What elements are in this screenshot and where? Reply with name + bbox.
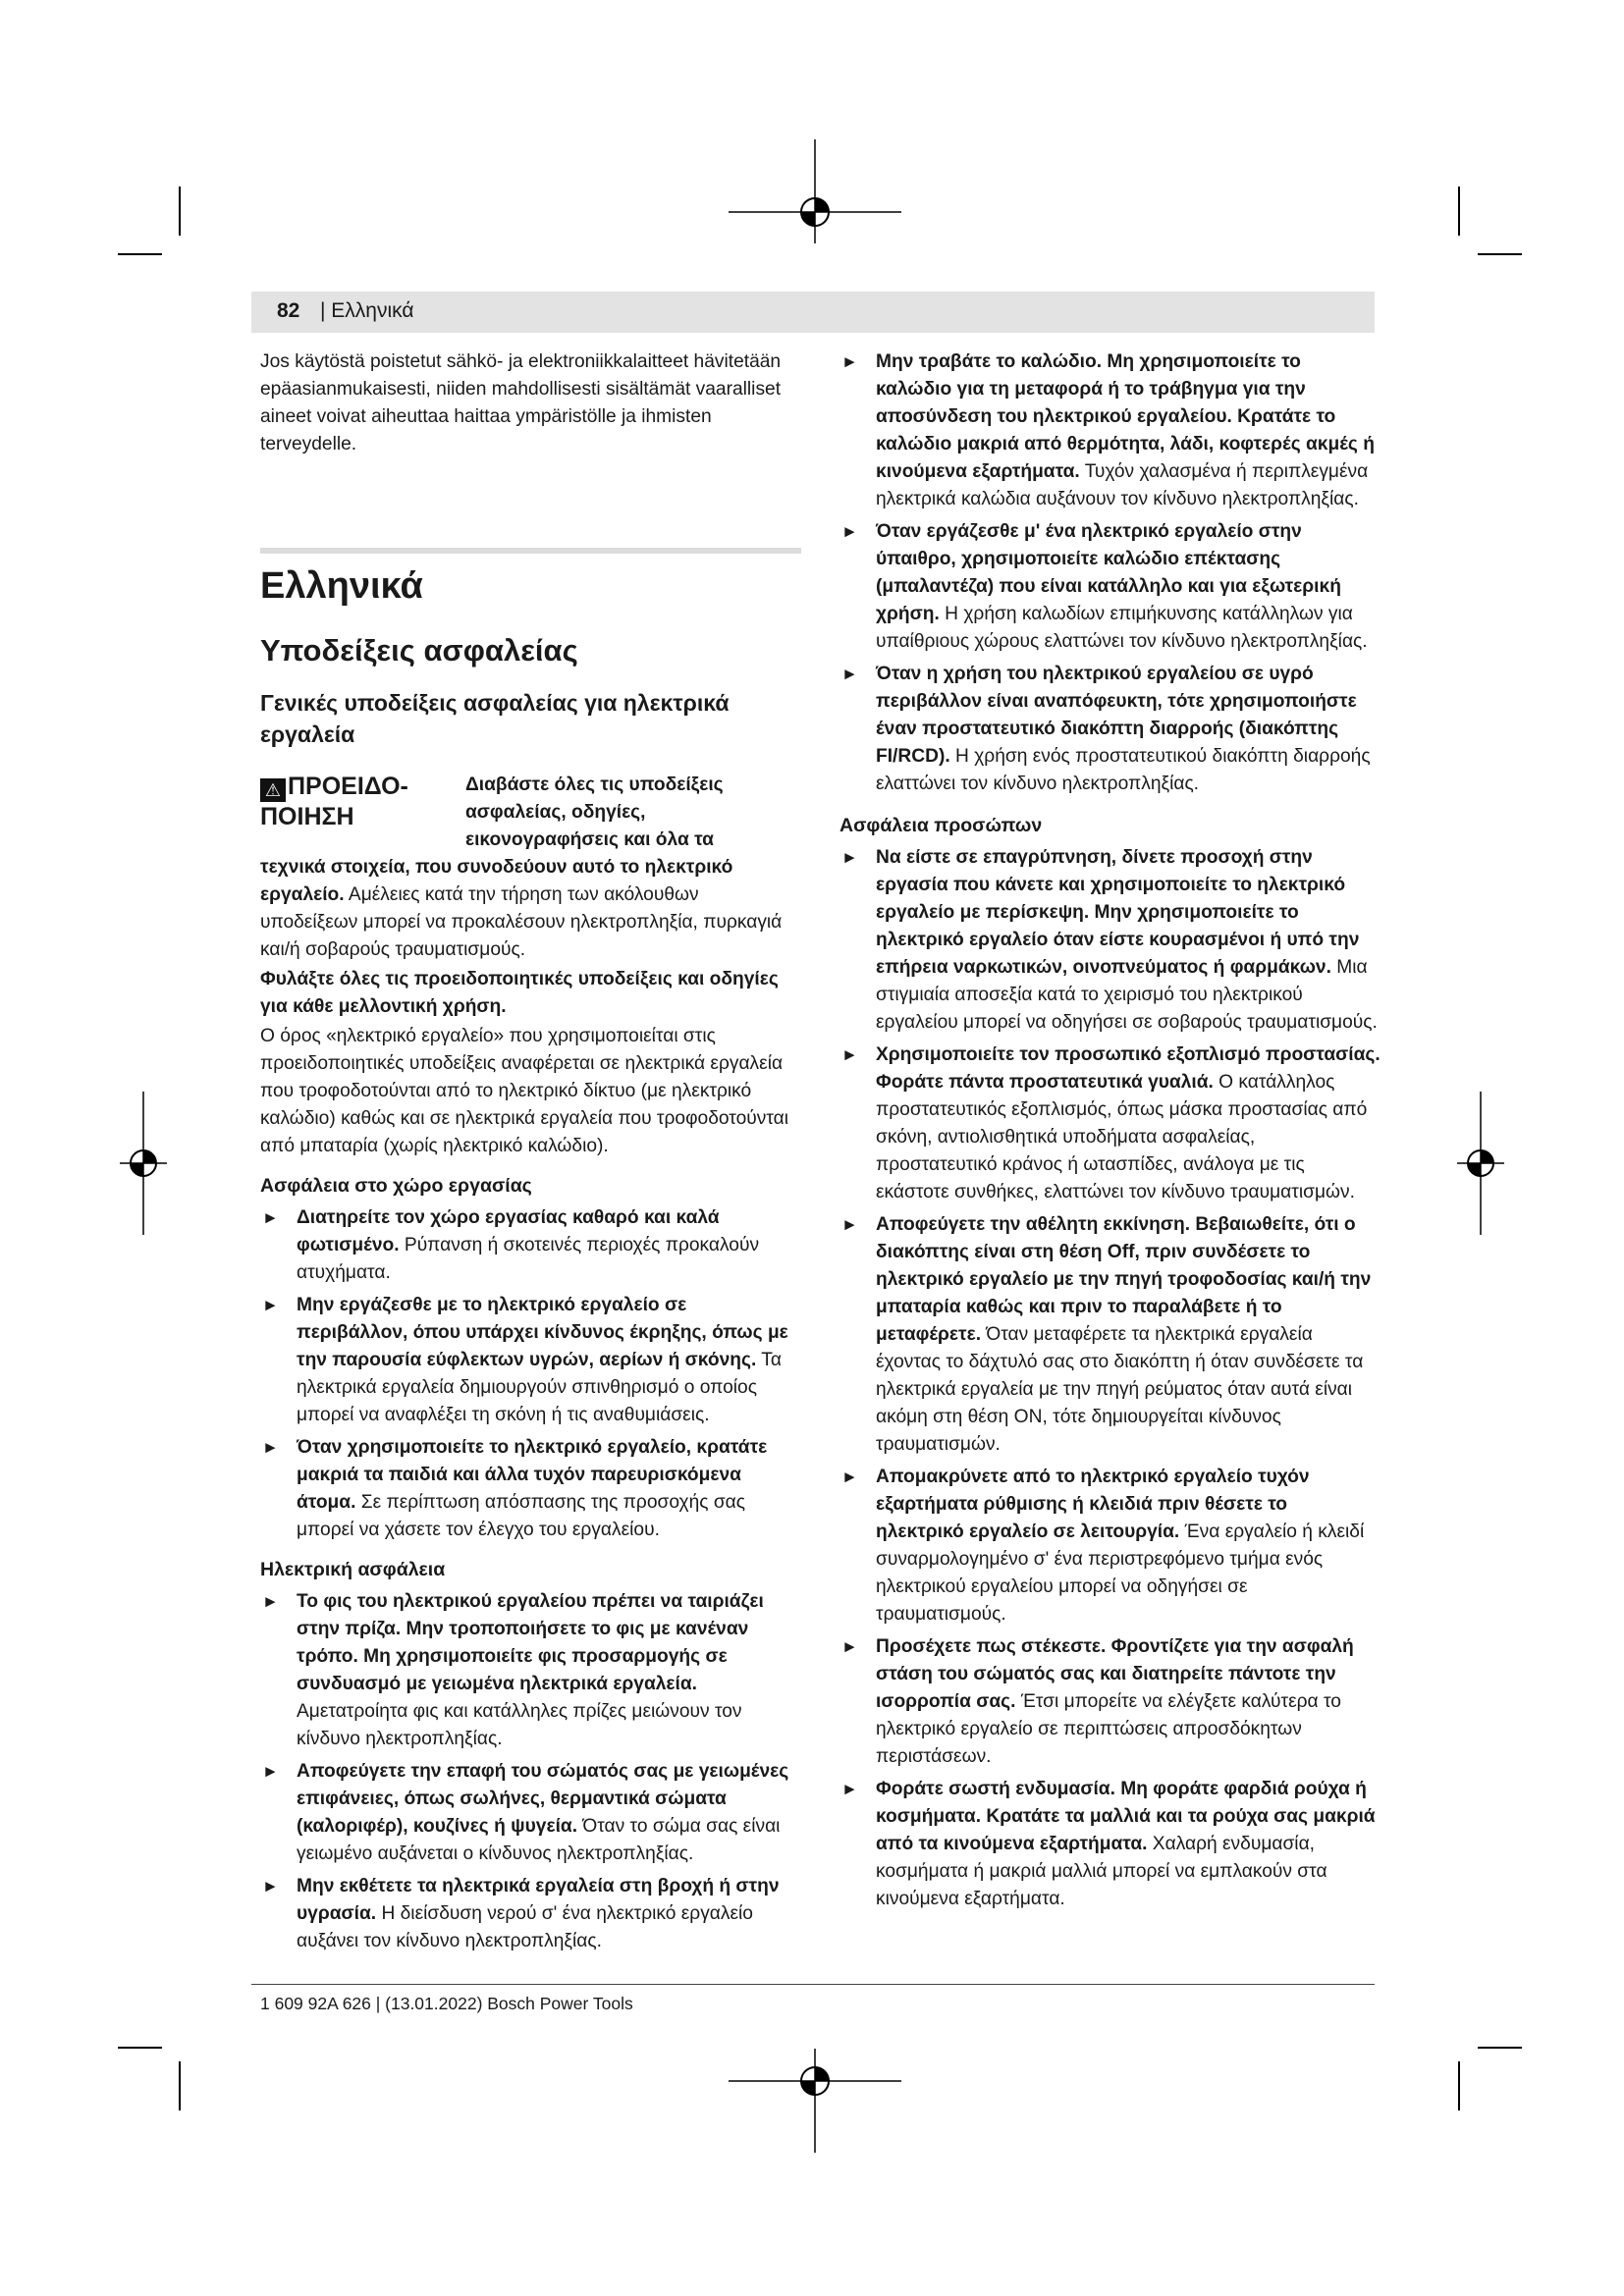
arrow-right-icon: ► [841,1468,858,1486]
left-column [260,348,801,1955]
electrical-heading: Ηλεκτρική ασφάλεια [260,1559,446,1580]
page-header [251,292,1375,333]
list-item: ► Το φις του ηλεκτρικού εργαλείου πρέπει να ταιριάζει στην πρίζα. Μην τροποποιήσετε το φις με κανέναν τρόπο. Μη χρησιμοποιείτε φις προσαρμογής σε συνδυασμό με γειωμένα ηλεκτρικά εργαλεία. Αμετατροίητα φις και κατάλληλες πρίζες μειώνουν τον κίνδυνο ηλεκτροπληξίας. [260,1588,801,1753]
registration-mark-icon [118,1090,169,1237]
registration-mark-icon [727,2047,903,2155]
arrow-right-icon: ► [841,1780,858,1798]
arrow-right-icon: ► [841,352,858,371]
crop-mark [118,253,162,255]
list-item: ► Αποφεύγετε την αθέλητη εκκίνηση. Βεβαιωθείτε, ότι ο διακόπτης είναι στη θέση Off, πριν συνδέσετε το ηλεκτρικό εργαλείο με την πηγή τροφοδοσίας και/ή την μπαταρία καθώς και πριν το παραλάβετε ή το μεταφέρετε. Όταν μεταφέρετε τα ηλεκτρικά εργαλεία έχοντας το δάχτυλό σας στο διακόπτη ή όταν συνδέσετε τα ηλεκτρικά εργαλεία με την πηγή ρεύματος όταν αυτά είναι ακόμη στη θέση ON, τότε δημιουργείται κίνδυνος τραυματισμών. [839,1211,1380,1459]
list-item: ► Όταν η χρήση του ηλεκτρικού εργαλείου σε υγρό περιβάλλον είναι αναπόφευκτη, τότε χρησιμοποιήστε έναν προστατευτικό διακόπτη διαρροής (διακόπτης FI/RCD). Η χρήση ενός προστατευτικού διακόπτη διαρροής ελαττώνει τον κίνδυνο ηλεκτροπληξίας. [839,661,1380,798]
arrow-right-icon: ► [262,1877,279,1896]
arrow-right-icon: ► [262,1208,279,1227]
page-footer: 1 609 92A 626 | (13.01.2022) Bosch Power Tools [260,1994,633,2013]
term-paragraph: Ο όρος «ηλεκτρικό εργαλείο» που χρησιμοποιείται στις προειδοποιητικές υποδείξεις αναφέρεται σε ηλεκτρικά εργαλεία που τροφοδοτούνται από το ηλεκτρικό δίκτυο (με ηλεκτρικό καλώδιο) καθώς και σε ηλεκτρικά εργαλεία που τροφοδοτούνται από μπαταρία (χωρίς ηλεκτρικό καλώδιο). [260,1026,789,1156]
registration-mark-icon [1455,1090,1506,1237]
arrow-right-icon: ► [841,1215,858,1234]
safety-heading: Υποδείξεις ασφαλείας [260,633,578,667]
finnish-paragraph: Jos käytöstä poistetut sähkö- ja elektroniikkalaitteet hävitetään epäasianmukaisesti, niiden mahdollisesti sisältämät vaaralliset aineet voivat aiheuttaa haittaa ympäristölle ja ihmisten terveydelle. [260,351,782,454]
electrical-list [260,1588,801,1955]
arrow-right-icon: ► [262,1438,279,1457]
crop-mark [179,2061,181,2110]
warning-label-line2: ΠΟΙΗΣΗ [260,803,354,830]
list-item: ► Να είστε σε επαγρύπνηση, δίνετε προσοχή στην εργασία που κάνετε και χρησιμοποιείτε το ηλεκτρικό εργαλείο με περίσκεψη. Μην χρησιμοποιείτε το ηλεκτρικό εργαλείο όταν είστε κουρασμένοι ή υπό την επήρεια ναρκωτικών, οινοπνεύματος ή φαρμάκων. Μια στιγμιαία αποσεξία κατά το χειρισμό του ηλεκτρικού εργαλείου μπορεί να οδηγήσει σε σοβαρούς τραυματισμούς. [839,844,1380,1037]
arrow-right-icon: ► [841,1045,858,1064]
page-number: 82 [277,299,300,322]
warning-block [260,772,801,854]
list-item: ► Προσέχετε πως στέκεστε. Φροντίζετε για την ασφαλή στάση του σώματός σας και διατηρείτε πάντοτε την ισορροπία σας. Έτσι μπορείτε να ελέγξετε καλύτερα το ηλεκτρικό εργαλείο σε περιπτώσεις απροσδόκητων περιστάσεων. [839,1633,1380,1771]
list-item: ► Απομακρύνετε από το ηλεκτρικό εργαλείο τυχόν εξαρτήματα ρύθμισης ή κλειδιά πριν θέσετε το ηλεκτρικό εργαλείο σε λειτουργία. Ένα εργαλείο ή κλειδί συναρμολογημένο σ' ένα περιστρεφόμενο τμήμα ενός ηλεκτρικού εργαλείου μπορεί να οδηγήσει σε τραυματισμούς. [839,1464,1380,1629]
section-divider [260,548,801,554]
warning-label [260,772,408,831]
arrow-right-icon: ► [841,665,858,683]
list-item: ► Όταν εργάζεσθε μ' ένα ηλεκτρικό εργαλείο στην ύπαιθρο, χρησιμοποιείτε καλώδιο επέκτασης (μπαλαντέζα) που είναι κατάλληλο και για εξωτερική χρήση. Η χρήση καλωδίων επιμήκυνσης κατάλληλων για υπαίθριους χώρους ελαττώνει τον κίνδυνο ηλεκτροπληξίας. [839,518,1380,656]
registration-mark-icon [727,137,903,245]
warning-bold-continuation: τεχνικά στοιχεία, που συνοδεύουν αυτό το ηλεκτρικό εργαλείο. [260,857,733,905]
electrical-list-continued [839,348,1380,798]
arrow-right-icon: ► [262,1296,279,1314]
arrow-right-icon: ► [841,522,858,541]
list-item: ► Όταν χρησιμοποιείτε το ηλεκτρικό εργαλείο, κρατάτε μακριά τα παιδιά και άλλα τυχόν παρευρισκόμενα άτομα. Σε περίπτωση απόσπασης της προσοχής σας μπορεί να χάσετε τον έλεγχο του εργαλείου. [260,1434,801,1544]
general-safety-heading: Γενικές υποδείξεις ασφαλείας για ηλεκτρικά εργαλεία [260,690,730,747]
right-column [839,348,1380,1913]
language-title: Ελληνικά [260,565,423,607]
list-item: ► Διατηρείτε τον χώρο εργασίας καθαρό και καλά φωτισμένο. Ρύπανση ή σκοτεινές περιοχές προκαλούν ατυχήματα. [260,1204,801,1287]
arrow-right-icon: ► [262,1762,279,1781]
warning-body: Αμέλειες κατά την τήρηση των ακόλουθων υποδείξεων μπορεί να προκαλέσουν ηλεκτροπληξία, πυρκαγιά και/ή σοβαρούς τραυματισμούς. [260,884,783,960]
crop-mark [1458,187,1460,236]
crop-mark [1458,2061,1460,2110]
list-item: ► Φοράτε σωστή ενδυμασία. Μη φοράτε φαρδιά ρούχα ή κοσμήματα. Κρατάτε τα μαλλιά και τα ρούχα σας μακριά από τα κινούμενα εξαρτήματα. Χαλαρή ενδυμασία, κοσμήματα ή μακριά μαλλιά μπορεί να εμπλακούν στα κινούμενα εξαρτήματα. [839,1776,1380,1913]
crop-mark [1478,253,1522,255]
warning-bold-text: Διαβάστε όλες τις υποδείξεις ασφαλείας, οδηγίες, εικονογραφήσεις και όλα τα [465,774,724,850]
crop-mark [118,2047,162,2049]
work-area-heading: Ασφάλεια στο χώρο εργασίας [260,1175,532,1197]
work-area-list [260,1204,801,1544]
header-language: | Ελληνικά [320,299,414,322]
crop-mark [179,187,181,236]
arrow-right-icon: ► [262,1592,279,1611]
warning-label-line1: ΠΡΟΕΙΔΟ- [288,773,408,800]
warning-triangle-icon: ⚠ [260,778,286,802]
arrow-right-icon: ► [841,848,858,867]
list-item: ► Μην εκθέτετε τα ηλεκτρικά εργαλεία στη βροχή ή στην υγρασία. Η διείσδυση νερού σ' ένα ηλεκτρικό εργαλείο αυξάνει τον κίνδυνο ηλεκτροπληξίας. [260,1873,801,1955]
personal-safety-heading: Ασφάλεια προσώπων [839,815,1043,836]
warning-text [260,854,801,964]
list-item: ► Μην τραβάτε το καλώδιο. Μη χρησιμοποιείτε το καλώδιο για τη μεταφορά ή το τράβηγμα για την αποσύνδεση του ηλεκτρικού εργαλείου. Κρατάτε το καλώδιο μακριά από θερμότητα, λάδι, κοφτερές ακμές ή κινούμενα εξαρτήματα. Τυχόν χαλασμένα ή περιπλεγμένα ηλεκτρικά καλώδια αυξάνουν τον κίνδυνο ηλεκτροπληξίας. [839,348,1380,513]
list-item: ► Χρησιμοποιείτε τον προσωπικό εξοπλισμό προστασίας. Φοράτε πάντα προστατευτικά γυαλιά. Ο κατάλληλος προστατευτικός εξοπλισμός, όπως μάσκα προστασίας από σκόνη, αντιολισθητικά υποδήματα ασφαλείας, προστατευτικό κράνος ή ωτασπίδες, ανάλογα με τις εκάστοτε συνθήκες, ελαττώνει τον κίνδυνο τραυματισμών. [839,1041,1380,1206]
personal-safety-list [839,844,1380,1913]
keep-instructions: Φυλάξτε όλες τις προειδοποιητικές υποδείξεις και οδηγίες για κάθε μελλοντική χρήση. [260,969,779,1017]
list-item: ► Αποφεύγετε την επαφή του σώματός σας με γειωμένες επιφάνειες, όπως σωλήνες, θερμαντικά σώματα (καλοριφέρ), κουζίνες ή ψυγεία. Όταν το σώμα σας είναι γειωμένο αυξάνεται ο κίνδυνος ηλεκτροπληξίας. [260,1758,801,1868]
arrow-right-icon: ► [841,1637,858,1656]
list-item: ► Μην εργάζεσθε με το ηλεκτρικό εργαλείο σε περιβάλλον, όπου υπάρχει κίνδυνος έκρηξης, όπως με την παρουσία εύφλεκτων υγρών, αερίων ή σκόνης. Τα ηλεκτρικά εργαλεία δημιουργούν σπινθηρισμό ο οποίος μπορεί να αναφλέξει τη σκόνη ή τις αναθυμιάσεις. [260,1292,801,1429]
footer-divider [251,1984,1375,1985]
crop-mark [1478,2047,1522,2049]
